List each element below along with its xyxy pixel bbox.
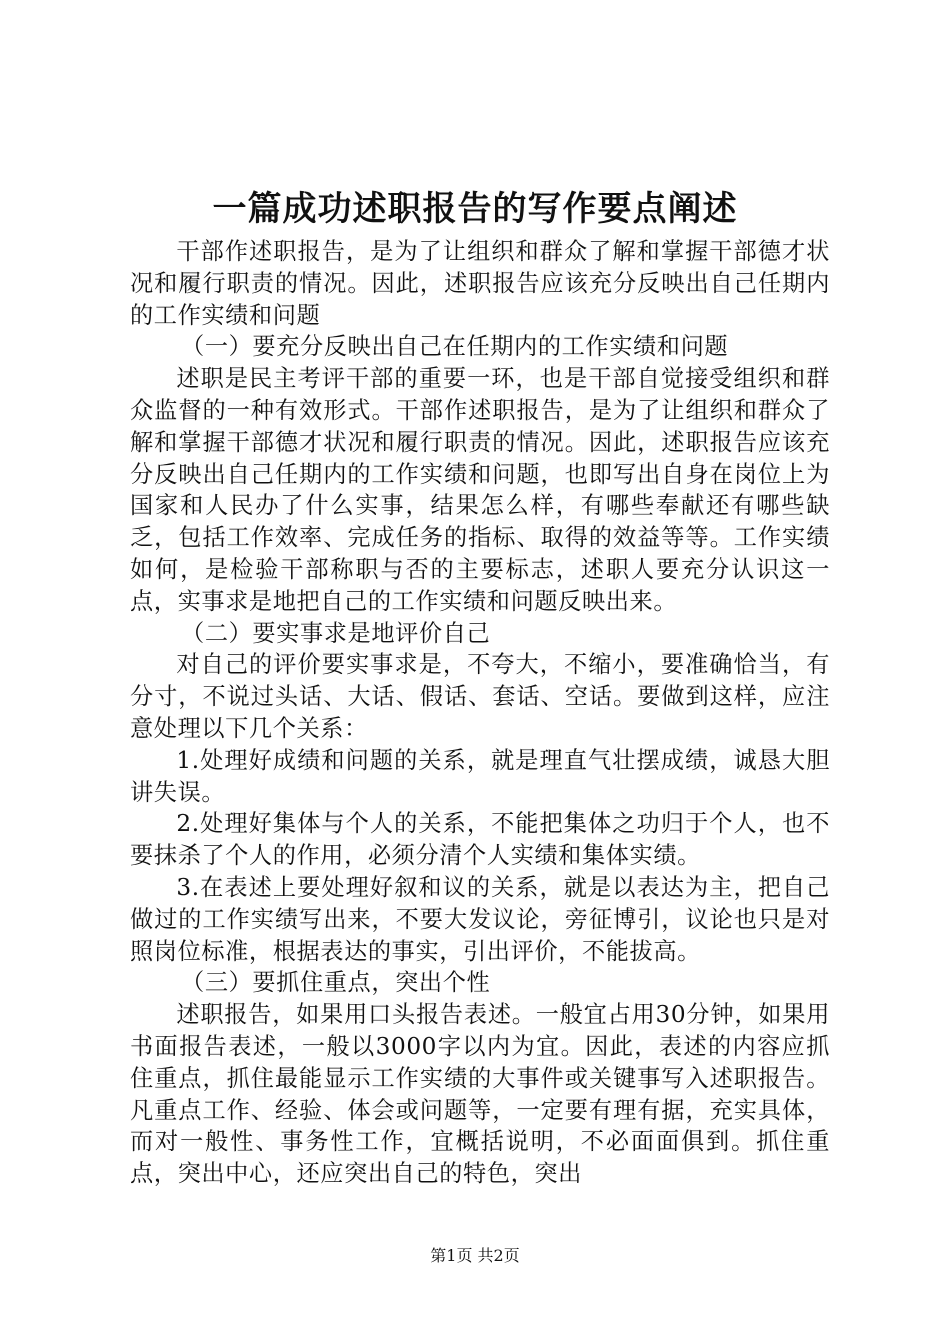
- list-item-3: 3.在表述上要处理好叙和议的关系，就是以表达为主，把自己做过的工作实绩写出来，不要大发议论，旁征博引，议论也只是对照岗位标准，根据表达的事实，引出评价，不能拔高。: [130, 873, 830, 965]
- section-1-paragraph: 述职是民主考评干部的重要一环，也是干部自觉接受组织和群众监督的一种有效形式。干部作述职报告，是为了让组织和群众了解和掌握干部德才状况和履行职责的情况。因此，述职报告应该充分反映出自己任期内的工作实绩和问题，也即写出自身在岗位上为国家和人民办了什么实事，结果怎么样，有哪些奉献还有哪些缺乏，包括工作效率、完成任务的指标、取得的效益等等。工作实绩如何，是检验干部称职与否的主要标志，述职人要充分认识这一点，实事求是地把自己的工作实绩和问题反映出来。: [130, 365, 830, 615]
- section-heading-1: （一）要充分反映出自己在任期内的工作实绩和问题: [181, 333, 729, 361]
- document-body: [130, 236, 830, 1190]
- section-2-paragraph: 对自己的评价要实事求是，不夸大，不缩小，要准确恰当，有分寸，不说过头话、大话、假话、套话、空话。要做到这样，应注意处理以下几个关系：: [130, 651, 830, 742]
- intro-paragraph: 干部作述职报告，是为了让组织和群众了解和掌握干部德才状况和履行职责的情况。因此，述职报告应该充分反映出自己任期内的工作实绩和问题: [130, 238, 830, 329]
- list-item-2: 2.处理好集体与个人的关系，不能把集体之功归于个人，也不要抹杀了个人的作用，必须分清个人实绩和集体实绩。: [130, 810, 830, 870]
- section-heading-3: （三）要抓住重点，突出个性: [181, 969, 491, 997]
- section-heading-2: （二）要实事求是地评价自己: [181, 619, 491, 647]
- section-3-paragraph: 述职报告，如果用口头报告表述。一般宜占用30分钟，如果用书面报告表述，一般以3000字以内为宜。因此，表述的内容应抓住重点，抓住最能显示工作实绩的大事件或关键事写入述职报告。凡重点工作、经验、体会或问题等，一定要有理有据，充实具体，而对一般性、事务性工作，宜概括说明，不必面面俱到。抓住重点，突出中心，还应突出自己的特色，突出: [130, 1001, 830, 1188]
- document-title: 一篇成功述职报告的写作要点阐述: [212, 189, 738, 229]
- list-item-1: 1.处理好成绩和问题的关系，就是理直气壮摆成绩，诚恳大胆讲失误。: [130, 746, 830, 806]
- page-number-footer: 第1页 共2页: [430, 1246, 520, 1265]
